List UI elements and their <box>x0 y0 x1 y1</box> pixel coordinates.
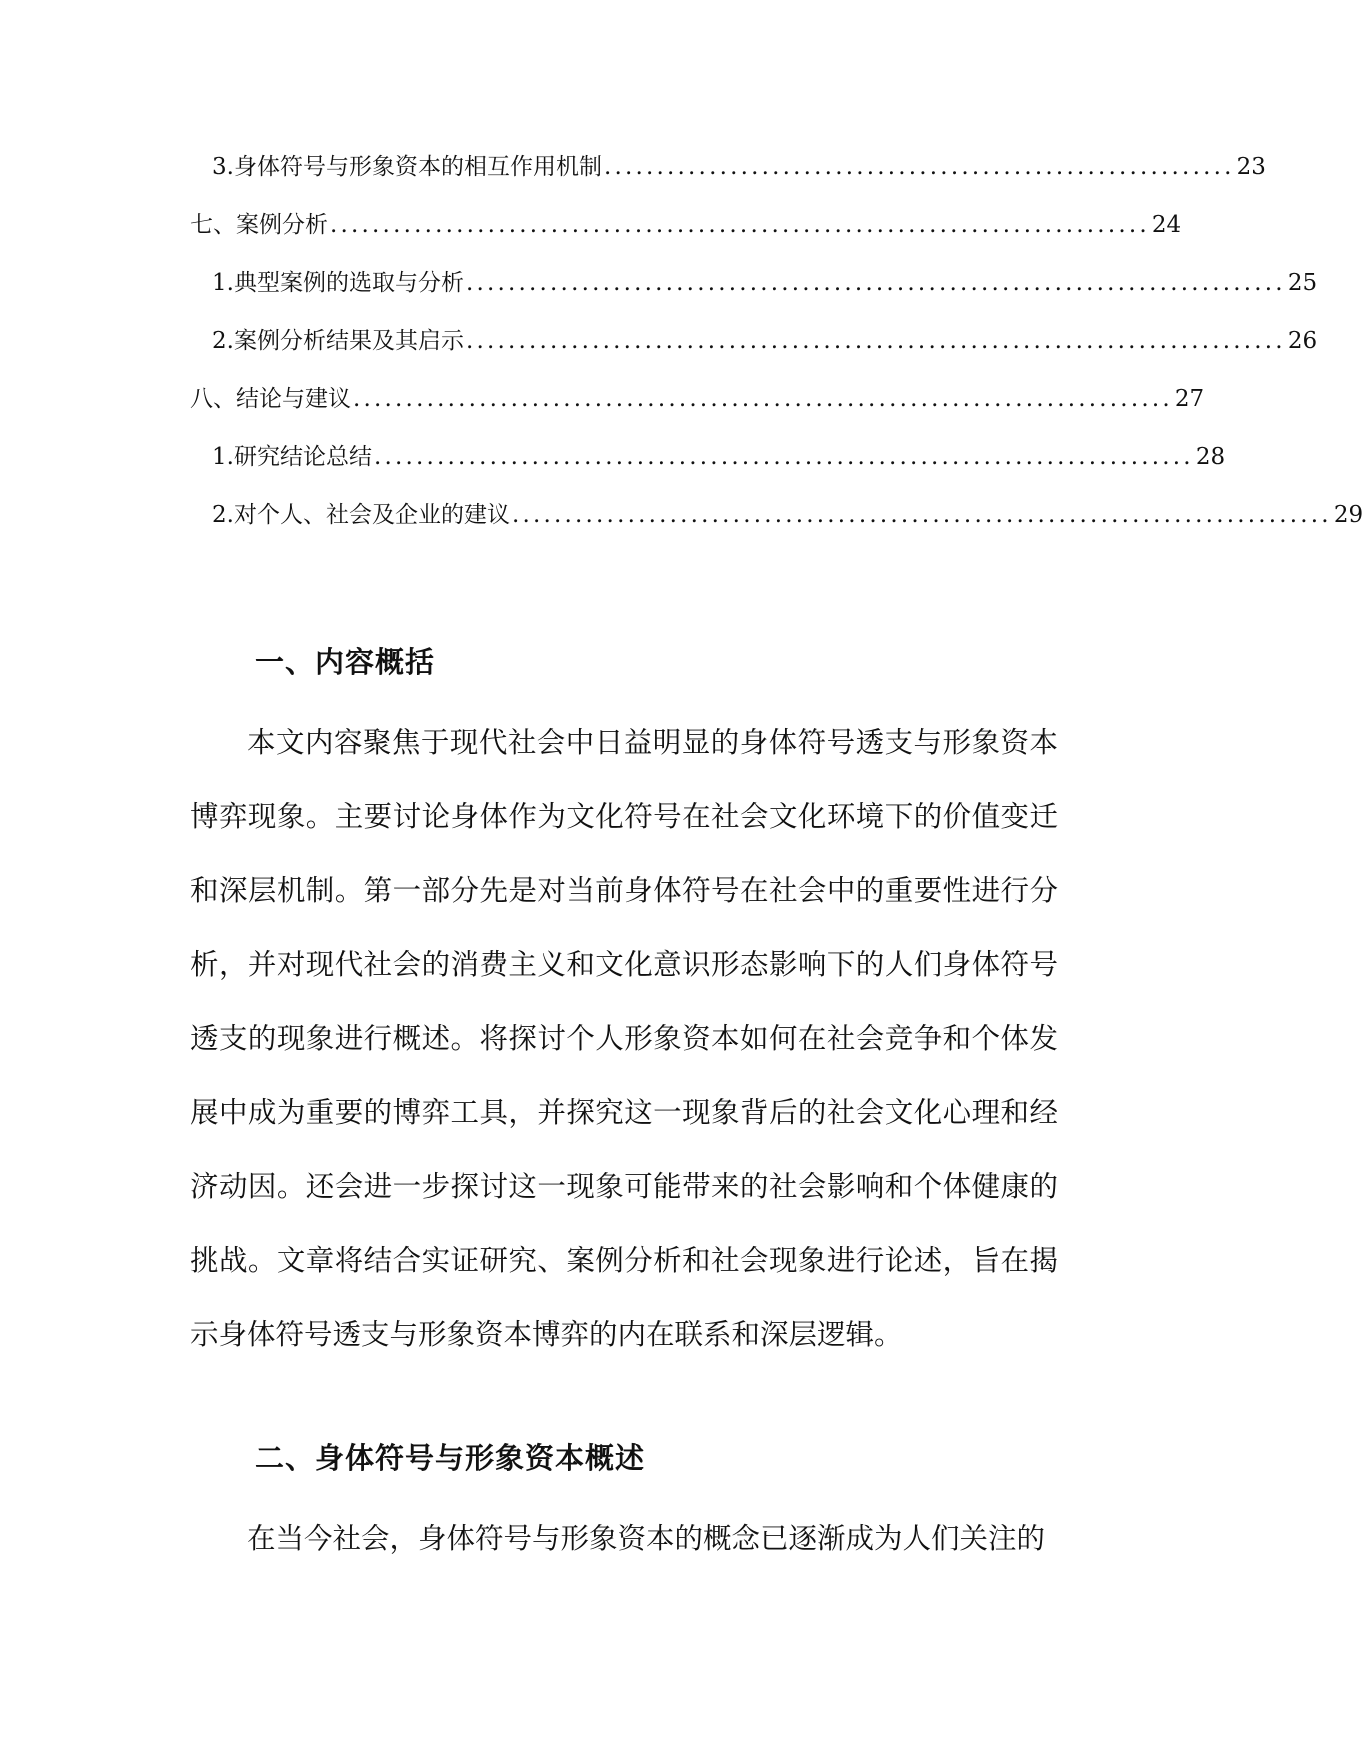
toc-entry-page: 25 <box>1287 270 1318 296</box>
toc-entry-title: 案例分析结果及其启示 <box>233 328 464 354</box>
toc-leader-dots: .............................................................................. <box>353 386 1173 412</box>
section-heading: 二、身体符号与形象资本概述 <box>255 1441 646 1475</box>
toc-entry-number: 3. <box>212 154 234 180</box>
toc-entry[interactable] <box>212 322 1318 358</box>
toc-entry-page: 28 <box>1195 444 1226 470</box>
toc-entry-number: 1. <box>212 444 234 470</box>
toc-entry[interactable] <box>190 380 1205 416</box>
section-paragraph: 本文内容聚焦于现代社会中日益明显的身体符号透支与形象资本博弈现象。主要讨论身体作为文化符号在社会文化环境下的价值变迁和深层机制。第一部分先是对当前身体符号在社会中的重要性进行分析，并对现代社会的消费主义和文化意识形态影响下的人们身体符号透支的现象进行概述。将探讨个人形象资本如何在社会竞争和个体发展中成为重要的博弈工具，并探究这一现象背后的社会文化心理和经济动因。还会进一步探讨这一现象可能带来的社会影响和个体健康的挑战。文章将结合实证研究、案例分析和社会现象进行论述，旨在揭示身体符号透支与形象资本博弈的内在联系和深层逻辑。 <box>190 726 1058 1351</box>
toc-entry-title: 八、结论与建议 <box>190 386 351 412</box>
toc-entry-page: 23 <box>1236 154 1266 180</box>
toc-entry-page: 26 <box>1287 328 1318 354</box>
toc-leader-dots: .............................................................................. <box>330 212 1150 238</box>
toc-entry-title: 七、案例分析 <box>190 212 328 238</box>
toc-entry-page: 27 <box>1174 386 1205 412</box>
toc-leader-dots: .............................................................................. <box>511 502 1332 528</box>
toc-entry[interactable] <box>212 148 1266 184</box>
toc-entry-number: 2. <box>212 328 234 354</box>
toc-entry[interactable] <box>190 206 1182 242</box>
section-paragraph: 在当今社会，身体符号与形象资本的概念已逐渐成为人们关注的 <box>247 1522 1046 1555</box>
toc-entry-title: 研究结论总结 <box>233 444 372 470</box>
toc-leader-dots: ............................................................ <box>603 154 1235 180</box>
section-heading: 一、内容概括 <box>255 645 436 679</box>
toc-entry-title: 典型案例的选取与分析 <box>233 270 464 296</box>
toc-entry[interactable] <box>212 264 1318 300</box>
toc-entry-number: 1. <box>212 270 234 296</box>
toc-entry-title: 身体符号与形象资本的相互作用机制 <box>233 154 602 180</box>
toc-leader-dots: .............................................................................. <box>465 270 1286 296</box>
toc-entry[interactable] <box>212 496 1363 532</box>
toc-entry-number: 2. <box>212 502 234 528</box>
toc-leader-dots: .............................................................................. <box>465 328 1286 354</box>
toc-entry-page: 29 <box>1333 502 1363 528</box>
toc-entry-title: 对个人、社会及企业的建议 <box>233 502 510 528</box>
toc-leader-dots: .............................................................................. <box>373 444 1194 470</box>
toc-entry-page: 24 <box>1151 212 1182 238</box>
toc-entry[interactable] <box>212 438 1226 474</box>
